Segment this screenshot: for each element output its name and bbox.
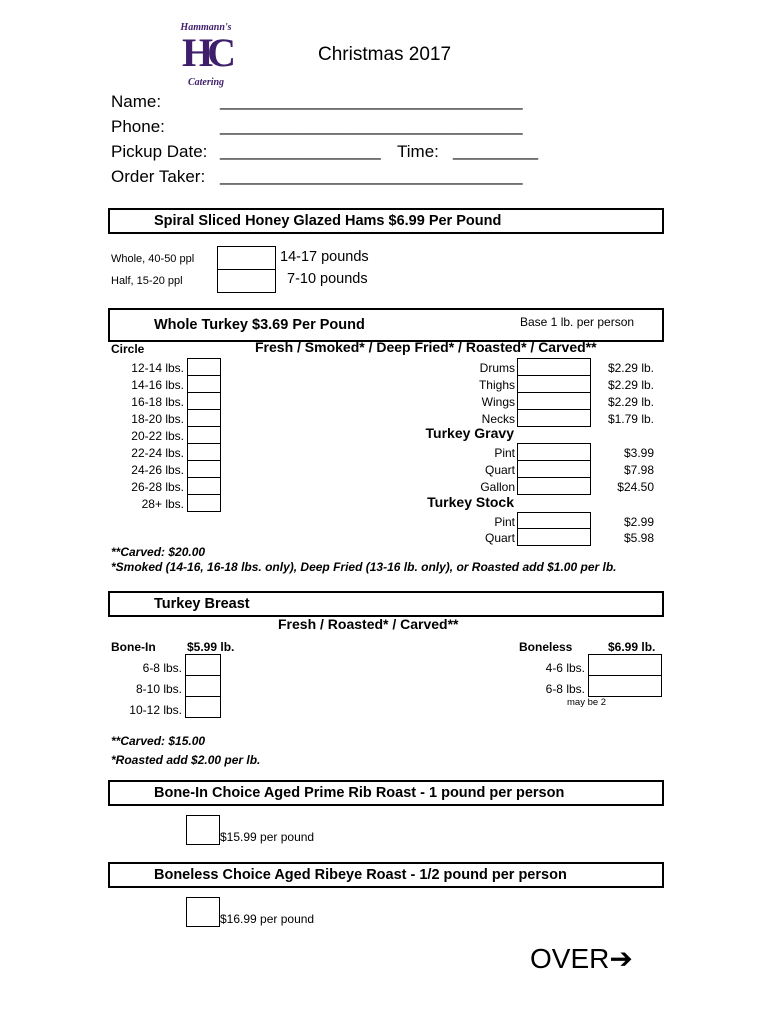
ribeye-box[interactable] xyxy=(186,897,220,927)
part-name: Drums xyxy=(479,361,515,375)
turkey-size-box[interactable] xyxy=(187,494,221,512)
ham-half-checkbox[interactable] xyxy=(217,269,276,293)
gravy-name: Pint xyxy=(494,446,515,460)
turkey-smoked-note: *Smoked (14-16, 16-18 lbs. only), Deep Fried (13-16 lb. only), or Roasted add $1.00 per lb. xyxy=(111,560,617,574)
gravy-price: $3.99 xyxy=(623,446,654,460)
turkey-size: 12-14 lbs. xyxy=(131,361,184,375)
turkey-size-box[interactable] xyxy=(187,358,221,376)
stock-price: $5.98 xyxy=(623,531,654,545)
part-box[interactable] xyxy=(517,409,591,427)
right-arrow-icon: ➔ xyxy=(609,943,633,974)
stock-box[interactable] xyxy=(517,528,591,546)
turkey-carved-note: **Carved: $20.00 xyxy=(111,545,206,559)
turkey-size: 14-16 lbs. xyxy=(131,378,184,392)
turkey-section-header xyxy=(108,308,664,342)
turkey-size-box[interactable] xyxy=(187,375,221,393)
turkey-section-title: Whole Turkey $3.69 Per Pound xyxy=(154,317,365,333)
turkey-size: 20-22 lbs. xyxy=(131,429,184,443)
gravy-box[interactable] xyxy=(517,477,591,495)
part-price: $2.29 lb. xyxy=(607,378,654,392)
gravy-price: $7.98 xyxy=(623,463,654,477)
bonein-size-box[interactable] xyxy=(185,675,221,697)
ham-whole-label: Whole, 40-50 ppl xyxy=(111,253,195,265)
stock-name: Pint xyxy=(494,515,515,529)
part-box[interactable] xyxy=(517,375,591,393)
part-name: Necks xyxy=(481,412,515,426)
turkey-size: 24-26 lbs. xyxy=(131,463,184,477)
boneless-price: $6.99 lb. xyxy=(608,640,656,654)
ribeye-title: Boneless Choice Aged Ribeye Roast - 1/2 pound per person xyxy=(154,867,567,883)
turkey-styles: Fresh / Smoked* / Deep Fried* / Roasted* / Carved** xyxy=(255,339,597,355)
phone-field[interactable]: ________________________________ xyxy=(220,116,523,135)
ham-whole-weight: 14-17 pounds xyxy=(280,249,369,265)
turkey-size: 28+ lbs. xyxy=(141,497,184,511)
boneless-size-box[interactable] xyxy=(588,675,662,697)
prime-rib-price: $15.99 per pound xyxy=(220,830,315,844)
bonein-label: Bone-In xyxy=(111,640,156,654)
boneless-size: 4-6 lbs. xyxy=(545,661,585,675)
time-label: Time: xyxy=(397,142,439,161)
over-label xyxy=(530,942,633,975)
turkey-size-box[interactable] xyxy=(187,392,221,410)
bonein-size: 8-10 lbs. xyxy=(135,682,182,696)
bonein-size: 6-8 lbs. xyxy=(142,661,182,675)
ham-half-label: Half, 15-20 ppl xyxy=(111,275,183,287)
turkey-size-box[interactable] xyxy=(187,426,221,444)
order-taker-field[interactable]: ________________________________ xyxy=(220,166,523,185)
turkey-size-box[interactable] xyxy=(187,460,221,478)
part-box[interactable] xyxy=(517,392,591,410)
pickup-date-label: Pickup Date: xyxy=(111,142,208,161)
name-field[interactable]: ________________________________ xyxy=(220,91,523,110)
turkey-size-box[interactable] xyxy=(187,409,221,427)
gravy-name: Gallon xyxy=(480,480,515,494)
breast-section-header xyxy=(108,591,664,617)
breast-carved-note: **Carved: $15.00 xyxy=(111,734,206,748)
turkey-stock-title: Turkey Stock xyxy=(427,494,514,510)
part-box[interactable] xyxy=(517,358,591,376)
ham-whole-checkbox[interactable] xyxy=(217,246,276,270)
logo-top-text: Hammann's xyxy=(180,22,232,33)
bonein-size-box[interactable] xyxy=(185,696,221,718)
part-price: $2.29 lb. xyxy=(607,361,654,375)
ribeye-price: $16.99 per pound xyxy=(220,912,315,926)
prime-rib-section-header xyxy=(108,780,664,806)
turkey-size: 18-20 lbs. xyxy=(131,412,184,426)
may-be-2-note: may be 2 xyxy=(567,697,607,708)
order-taker-label: Order Taker: xyxy=(111,167,206,186)
gravy-price: $24.50 xyxy=(617,480,654,494)
turkey-size: 16-18 lbs. xyxy=(131,395,184,409)
boneless-size: 6-8 lbs. xyxy=(545,682,585,696)
bonein-size-box[interactable] xyxy=(185,654,221,676)
logo-bottom-text: Catering xyxy=(187,77,225,88)
part-name: Thighs xyxy=(478,378,515,392)
stock-price: $2.99 xyxy=(623,515,654,529)
bonein-size: 10-12 lbs. xyxy=(129,703,182,717)
breast-styles: Fresh / Roasted* / Carved** xyxy=(278,616,459,632)
ham-section-header xyxy=(108,208,664,234)
turkey-gravy-title: Turkey Gravy xyxy=(425,425,514,441)
part-name: Wings xyxy=(481,395,515,409)
gravy-box[interactable] xyxy=(517,460,591,478)
ribeye-section-header xyxy=(108,862,664,888)
catering-logo xyxy=(175,22,237,90)
gravy-name: Quart xyxy=(484,463,515,477)
turkey-size: 26-28 lbs. xyxy=(131,480,184,494)
name-label: Name: xyxy=(111,92,162,111)
ham-half-weight: 7-10 pounds xyxy=(287,271,368,287)
time-field[interactable]: _________ xyxy=(453,141,539,160)
boneless-label: Boneless xyxy=(519,640,573,654)
boneless-size-box[interactable] xyxy=(588,654,662,676)
logo-initials: HC xyxy=(182,30,230,75)
over-text: OVER xyxy=(530,943,610,974)
phone-label: Phone: xyxy=(111,117,165,136)
turkey-size-box[interactable] xyxy=(187,443,221,461)
turkey-size: 22-24 lbs. xyxy=(131,446,184,460)
gravy-box[interactable] xyxy=(517,443,591,461)
turkey-base-note: Base 1 lb. per person xyxy=(520,315,635,329)
breast-section-title: Turkey Breast xyxy=(154,596,250,612)
breast-roasted-note: *Roasted add $2.00 per lb. xyxy=(111,753,261,767)
part-price: $1.79 lb. xyxy=(607,412,654,426)
pickup-date-field[interactable]: _________________ xyxy=(220,141,381,160)
prime-rib-title: Bone-In Choice Aged Prime Rib Roast - 1 pound per person xyxy=(154,785,565,801)
bonein-price: $5.99 lb. xyxy=(187,640,235,654)
circle-label: Circle xyxy=(111,342,145,356)
prime-rib-box[interactable] xyxy=(186,815,220,845)
stock-name: Quart xyxy=(484,531,515,545)
ham-section-title: Spiral Sliced Honey Glazed Hams $6.99 Per Pound xyxy=(154,213,502,229)
turkey-size-box[interactable] xyxy=(187,477,221,495)
part-price: $2.29 lb. xyxy=(607,395,654,409)
page-title: Christmas 2017 xyxy=(318,44,452,65)
